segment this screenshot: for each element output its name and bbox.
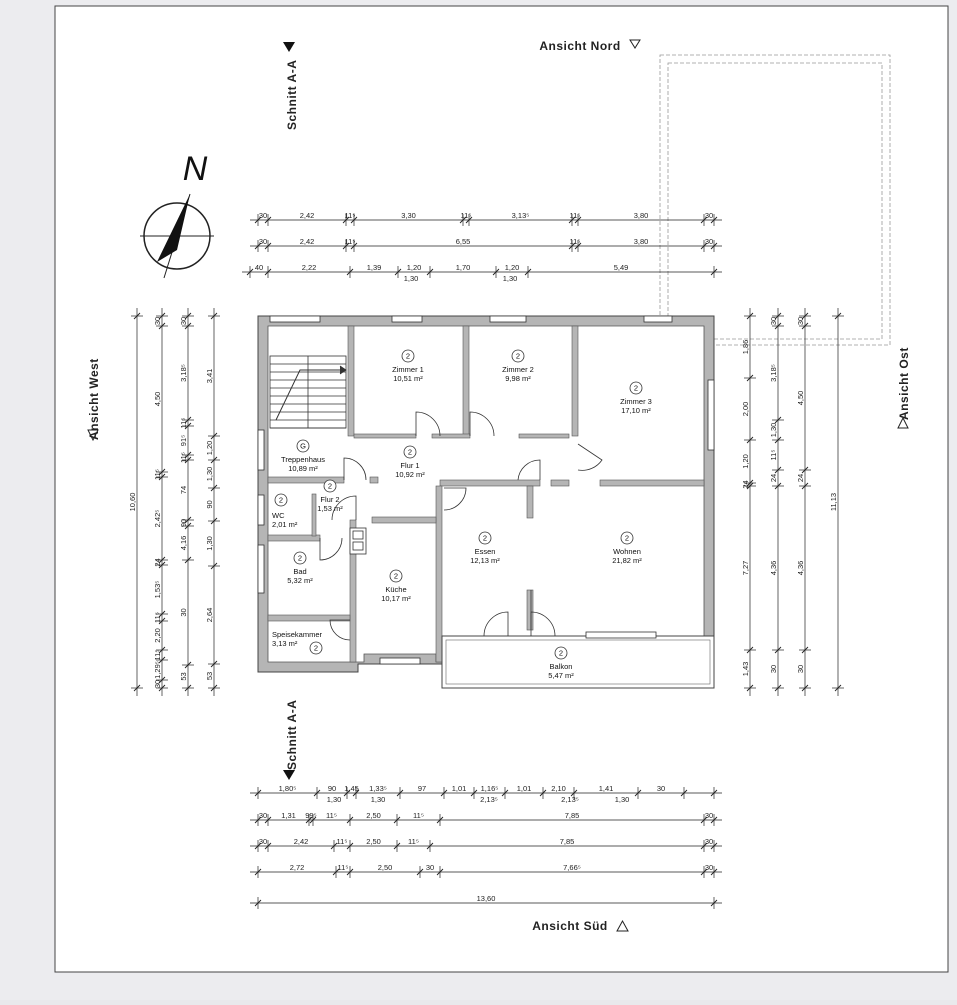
dim-value: 6,55 — [455, 237, 471, 246]
dim-value: 11⁵ — [569, 211, 581, 220]
room-area: 5,32 m² — [287, 576, 313, 585]
svg-text:Ansicht Süd: Ansicht Süd — [532, 919, 608, 933]
room-name: WC — [272, 511, 285, 520]
dim-value: 10,60 — [128, 492, 137, 512]
dim-value: 40 — [254, 263, 264, 272]
dim-value: 1,20 — [406, 263, 422, 272]
dim-value: 2,50 — [366, 837, 381, 846]
dim-value: 30 — [153, 316, 162, 326]
room-name: Zimmer 1 — [392, 365, 424, 374]
view-east — [897, 347, 911, 420]
dim-subvalue: 1,30 — [326, 795, 342, 804]
view-west — [87, 358, 101, 440]
dim-value: 24 — [769, 473, 778, 483]
dim-value: 11⁵ — [179, 417, 188, 429]
room-name: Zimmer 2 — [502, 365, 534, 374]
dim-value: 1,01 — [516, 784, 532, 793]
dim-value: 2,20 — [153, 628, 162, 643]
dim-value: 1,29⁵ — [153, 661, 162, 679]
dim-value: 30 — [796, 316, 805, 326]
dim-value: 1,31 — [281, 811, 296, 820]
dim-value: 4,16 — [179, 535, 188, 551]
room-tag: 2 — [482, 533, 488, 543]
room-tag: 2 — [313, 643, 319, 653]
dim-value: 1,86 — [741, 339, 750, 355]
dim-value: 74 — [179, 485, 188, 495]
dim-value: 7,66⁵ — [563, 863, 581, 872]
dim-value: 90 — [179, 518, 188, 528]
dim-value: 2,64 — [205, 607, 214, 623]
dim-value: 1,39 — [366, 263, 382, 272]
dim-value: 30 — [704, 863, 714, 872]
room-name: Küche — [385, 585, 407, 594]
dim-value: 5,49 — [613, 263, 629, 272]
room-name: Bad — [293, 567, 307, 576]
dim-value: 30 — [179, 608, 188, 617]
dim-value: 4,36 — [769, 560, 778, 576]
room-name: Flur 1 — [400, 461, 420, 470]
dim-value: 30 — [258, 837, 268, 846]
dim-value: 3,80 — [633, 237, 649, 246]
kitchen-shaft — [350, 528, 366, 554]
room-tag: 2 — [515, 351, 521, 361]
dim-value: 3,18⁵ — [769, 364, 778, 382]
room-area: 1,53 m² — [317, 504, 343, 513]
dim-value: 24 — [741, 480, 750, 489]
room-tag: 2 — [624, 533, 630, 543]
dim-value: 53 — [179, 672, 188, 681]
room-tag: 2 — [633, 383, 639, 393]
svg-text:Ansicht Ost: Ansicht Ost — [897, 347, 911, 420]
dim-value: 1,01 — [451, 784, 467, 793]
room-area: 9,98 m² — [505, 374, 531, 383]
svg-text:Ansicht West: Ansicht West — [87, 358, 101, 440]
dim-value: 24 — [796, 473, 805, 483]
svg-text:Schnitt A-A: Schnitt A-A — [285, 699, 299, 770]
dim-value: 11⁵ — [153, 649, 162, 661]
dim-value: 2,50 — [366, 811, 381, 820]
dim-value: 7,85 — [564, 811, 580, 820]
dim-value: 30 — [153, 679, 162, 689]
dim-value: 1,20 — [504, 263, 520, 272]
dim-value: 2,42⁵ — [153, 509, 162, 528]
section-marker-bottom — [283, 700, 299, 780]
dim-value: 24 — [153, 558, 162, 567]
room-name: Wohnen — [613, 547, 641, 556]
dim-value: 30 — [258, 237, 268, 246]
dim-value: 1,33⁵ — [369, 784, 387, 793]
dim-value: 1,80⁵ — [278, 784, 297, 793]
dim-value: 1,41 — [598, 784, 614, 793]
dim-value: 53 — [205, 671, 214, 681]
dim-value: 1,70 — [455, 263, 471, 272]
dim-value: 30 — [704, 211, 714, 220]
dim-value: 1,45 — [344, 784, 359, 793]
room-tag: G — [300, 441, 306, 451]
room-tag: 2 — [558, 648, 564, 658]
dim-value: 4,50 — [153, 391, 162, 407]
dim-subvalue: 2,13⁵ — [561, 795, 579, 804]
dim-value: 11⁵ — [413, 811, 424, 820]
dim-value: 3,13⁵ — [511, 211, 530, 220]
dim-value: 4,50 — [796, 390, 805, 406]
dim-value: 1,53⁵ — [153, 580, 162, 599]
dim-value: 11⁵ — [153, 612, 162, 623]
svg-text:Schnitt A-A: Schnitt A-A — [285, 59, 299, 130]
room-area: 17,10 m² — [621, 406, 651, 415]
dim-value: 30 — [258, 211, 268, 220]
dim-value: 90 — [327, 784, 337, 793]
dim-value: 11⁵ — [326, 811, 337, 820]
dim-value: 90 — [205, 500, 214, 509]
room-area: 10,51 m² — [393, 374, 423, 383]
dim-value: 11⁵ — [344, 211, 356, 220]
dim-value: 3,30 — [401, 211, 416, 220]
room-name: Essen — [474, 547, 496, 556]
dim-value: 7,85 — [559, 837, 575, 846]
dim-value: 30 — [425, 863, 435, 872]
dim-value: 1,30 — [769, 422, 778, 438]
room-area: 10,89 m² — [288, 464, 318, 473]
room-tag: 2 — [405, 351, 411, 361]
dim-subvalue: 1,30 — [502, 274, 518, 283]
room-tag: 2 — [393, 571, 399, 581]
dim-value: 30 — [656, 784, 666, 793]
balcony-slab — [442, 636, 714, 688]
dim-value: 1,43 — [741, 661, 750, 677]
dim-value: 3,18⁵ — [179, 364, 188, 382]
room-name: Balkon — [549, 662, 573, 671]
dim-value: 30 — [704, 237, 714, 246]
dim-value: 30 — [769, 664, 778, 674]
dim-value: 2,42 — [293, 837, 309, 846]
dim-subvalue: 1,30 — [370, 795, 386, 804]
dim-value: 2,50 — [377, 863, 393, 872]
dim-value: 2,10 — [551, 784, 566, 793]
room-area: 3,13 m² — [272, 639, 298, 648]
room-area: 10,17 m² — [381, 594, 411, 603]
room-area: 5,47 m² — [548, 671, 574, 680]
dim-value: 11⁵ — [408, 837, 419, 846]
dim-value: 7,27 — [741, 560, 750, 576]
room-tag: 2 — [297, 553, 303, 563]
dim-value: 11⁵ — [336, 837, 348, 846]
dim-value: 2,72 — [289, 863, 305, 872]
dim-value: 1,30 — [205, 466, 214, 482]
dim-value: 3,80 — [633, 211, 649, 220]
dim-value: 11⁵ — [569, 237, 581, 246]
dim-value: 11⁵ — [769, 449, 778, 461]
room-area: 12,13 m² — [470, 556, 500, 565]
dim-subvalue: 2,13⁵ — [480, 795, 498, 804]
room-area: 10,92 m² — [395, 470, 425, 479]
dim-value: 2,22 — [301, 263, 317, 272]
dim-value: 11⁵ — [337, 863, 349, 872]
room-area: 2,01 m² — [272, 520, 298, 529]
dim-value: 30 — [179, 316, 188, 326]
dim-value: 2,42 — [299, 237, 315, 246]
dim-subvalue: 1,30 — [614, 795, 630, 804]
dim-value: 1,20 — [205, 440, 214, 456]
room-tag: 2 — [327, 481, 333, 491]
dim-value: 30 — [258, 811, 268, 820]
dim-value: 1,30 — [205, 536, 214, 551]
dim-value: 91⁵ — [179, 434, 188, 447]
dim-subvalue: 1,30 — [403, 274, 419, 283]
dim-value: 3,41 — [205, 368, 214, 384]
dim-value: 2,42 — [299, 211, 315, 220]
dim-value: 11⁵ — [344, 237, 356, 246]
dim-value: 30 — [769, 316, 778, 326]
dim-value: 1,16⁵ — [480, 784, 499, 793]
dim-value: 11⁵ — [179, 452, 188, 463]
room-name: Zimmer 3 — [620, 397, 652, 406]
dim-value: 30 — [704, 837, 714, 846]
dim-value: 99⁵ — [305, 811, 317, 820]
dim-value: 11⁵ — [460, 211, 472, 220]
room-name: Speisekammer — [272, 630, 323, 639]
room-name: Flur 2 — [320, 495, 340, 504]
dim-value: 97 — [417, 784, 427, 793]
room-tag: 2 — [407, 447, 413, 457]
dim-value: 30 — [796, 664, 805, 674]
room-tag: 2 — [278, 495, 284, 505]
dim-value: 11⁵ — [153, 469, 162, 480]
dim-value: 13,60 — [476, 894, 496, 903]
dim-value: 1,20 — [741, 454, 750, 469]
north-letter: N — [182, 150, 208, 188]
dim-value: 2,00 — [741, 401, 750, 417]
dim-value: 11,13 — [829, 492, 838, 512]
svg-text:Ansicht Nord: Ansicht Nord — [539, 39, 621, 53]
room-name: Treppenhaus — [281, 455, 325, 464]
dim-value: 30 — [704, 811, 714, 820]
room-area: 21,82 m² — [612, 556, 642, 565]
dim-value: 4,36 — [796, 560, 805, 576]
